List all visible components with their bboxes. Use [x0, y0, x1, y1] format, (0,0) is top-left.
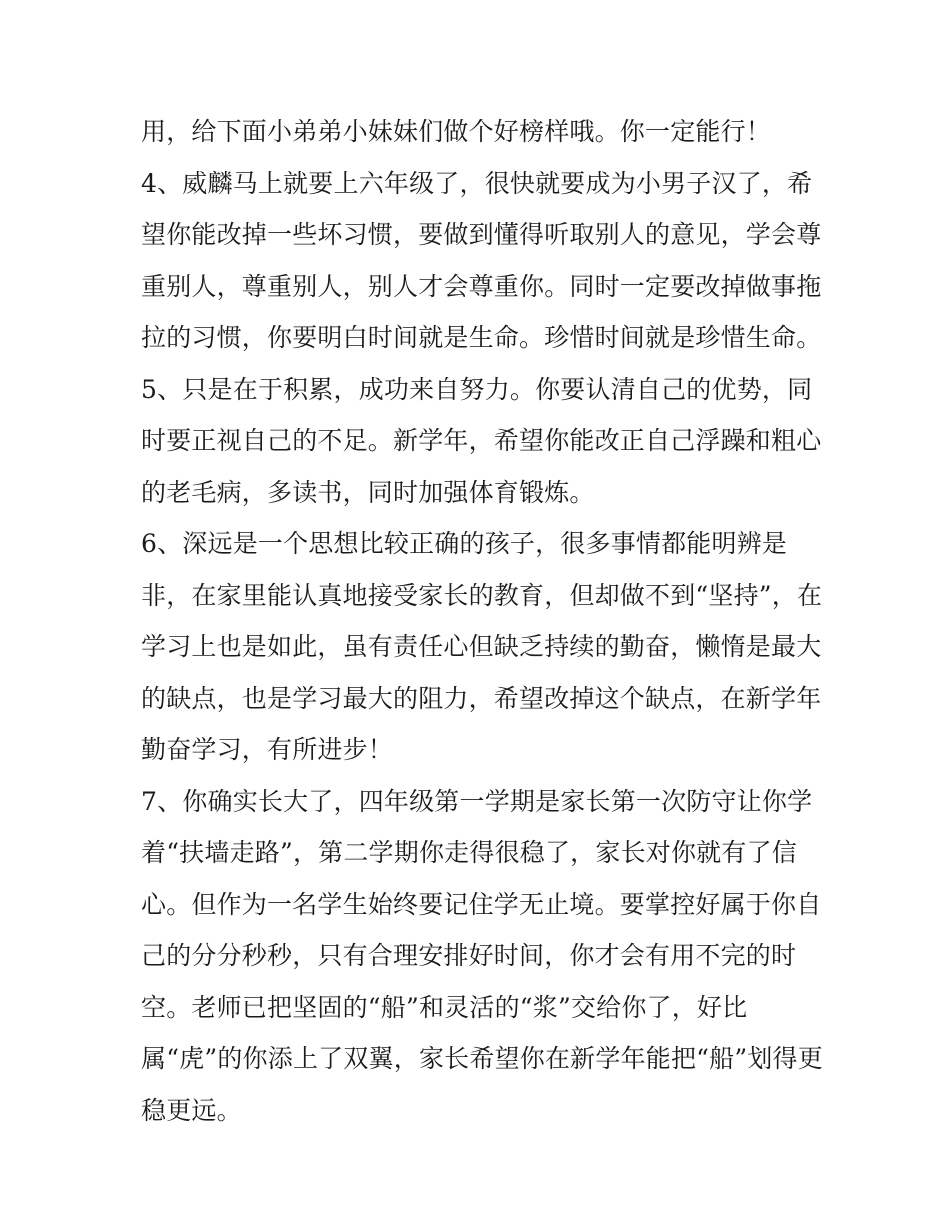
- text-line: 勤奋学习，有所进步！: [141, 735, 394, 764]
- text-line: 学习上也是如此，虽有责任心但缺乏持续的勤奋，懒惰是最大: [141, 632, 822, 661]
- text-line: 非，在家里能认真地接受家长的教育，但却做不到“坚持”，在: [141, 580, 823, 610]
- text-line: 重别人，尊重别人，别人才会尊重你。同时一定要改掉做事拖: [141, 271, 822, 301]
- text-line: 的老毛病，多读书，同时加强体育锻炼。: [141, 477, 595, 507]
- text-line: 己的分分秒秒，只有合理安排好时间，你才会有用不完的时: [141, 941, 797, 970]
- text-line: 心。但作为一名学生始终要记住学无止境。要掌控好属于你自: [141, 889, 822, 919]
- text-line: 5、只是在于积累，成功来自努力。你要认清自己的优势，同: [141, 374, 813, 404]
- text-line: 望你能改掉一些坏习惯，要做到懂得听取别人的意见，学会尊: [141, 220, 822, 249]
- body-text: [141, 106, 821, 1136]
- text-line: 着“扶墙走路”，第二学期你走得很稳了，家长对你就有了信: [141, 838, 797, 867]
- text-line: 用，给下面小弟弟小妹妹们做个好榜样哦。你一定能行！: [141, 117, 772, 146]
- text-line: 的缺点，也是学习最大的阻力，希望改掉这个缺点，在新学年: [141, 683, 822, 713]
- text-line: 7、你确实长大了，四年级第一学期是家长第一次防守让你学: [141, 786, 813, 816]
- text-line: 4、威麟马上就要上六年级了，很快就要成为小男子汉了，希: [141, 168, 813, 198]
- text-line: 属“虎”的你添上了双翼，家长希望你在新学年能把“船”划得更: [141, 1044, 823, 1073]
- text-line: 6、深远是一个思想比较正确的孩子，很多事情都能明辨是: [141, 529, 788, 558]
- text-line: 时要正视自己的不足。新学年，希望你能改正自己浮躁和粗心: [141, 426, 822, 455]
- text-line: 空。老师已把坚固的“船”和灵活的“浆”交给你了，好比: [141, 992, 748, 1022]
- text-line: 稳更远。: [141, 1095, 242, 1125]
- text-line: 拉的习惯，你要明白时间就是生命。珍惜时间就是珍惜生命。: [141, 323, 822, 352]
